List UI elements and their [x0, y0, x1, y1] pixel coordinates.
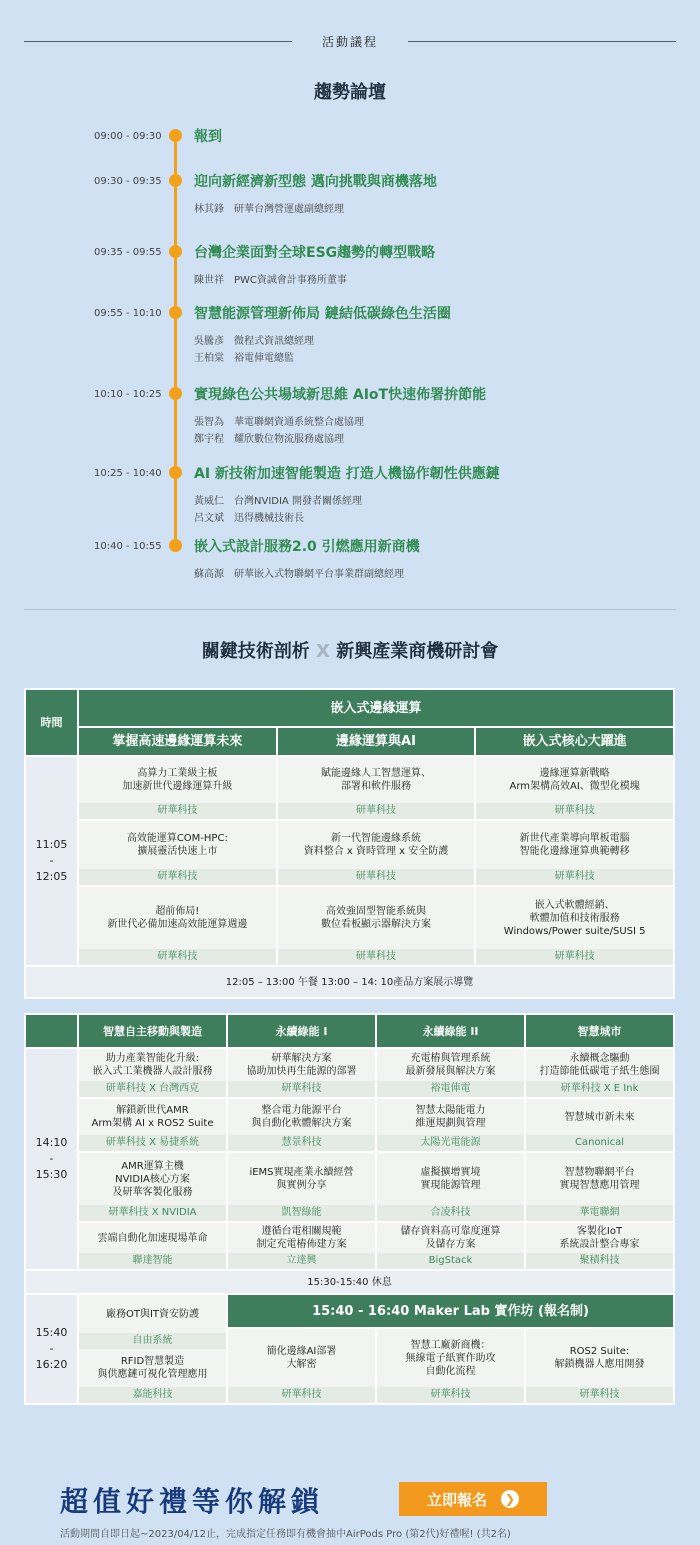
speaker: 林其鋒 研華台灣營運處副總經理	[194, 204, 344, 215]
session-text	[228, 1099, 375, 1135]
session-text	[377, 1153, 524, 1205]
seminar-title-x: X	[316, 641, 330, 662]
company-label: 研華科技	[228, 1387, 375, 1403]
session-text	[79, 1049, 226, 1081]
session-title: AI 新技術加速智能製造 打造人機協作韌性供應鏈	[194, 466, 500, 482]
company-label: 研華科技	[278, 803, 475, 819]
session-line: 與實例分享	[276, 1180, 327, 1191]
timeline-dot	[169, 245, 182, 258]
session-line: 擴展靈活快速上市	[137, 846, 218, 857]
seminar-table-morning	[24, 688, 675, 999]
time-text: 11:05	[35, 838, 68, 851]
time-text: 15:40	[35, 1326, 68, 1339]
session-line: 制定充電樁佈建方案	[256, 1239, 347, 1250]
session-line: 與自動化軟體解決方案	[251, 1118, 352, 1129]
speaker: 黃威仁 台灣NVIDIA 開發者關係經理	[194, 496, 362, 507]
session-cell	[476, 757, 673, 819]
session-cell	[526, 1049, 673, 1097]
session-line: iEMS實現產業永續經營	[249, 1167, 354, 1178]
company-label: 聯達智能	[79, 1253, 226, 1269]
company-label: 研華科技	[476, 869, 673, 885]
company-label: 凱智綠能	[228, 1205, 375, 1221]
session-line: 儲存資料高可靠度運算	[400, 1226, 501, 1237]
session-text	[79, 821, 276, 869]
session-line: 賦能邊緣人工智慧運算、	[320, 768, 431, 779]
session-title: 智慧能源管理新佈局 鏈結低碳綠色生活圈	[194, 306, 451, 322]
session-text	[79, 887, 276, 949]
session-text	[79, 1349, 226, 1387]
timeline-line	[174, 135, 177, 545]
lunch-break: 12:05 – 13:00 午餐 13:00 – 14: 10產品方案展示導覽	[26, 967, 673, 997]
promo-title: 超值好禮等你解鎖	[60, 1485, 325, 1518]
session-text	[79, 757, 276, 803]
seminar-title	[0, 637, 700, 663]
session-line: 高效能運算COM-HPC:	[126, 833, 228, 844]
session-text	[278, 821, 475, 869]
session-line: 及儲存方案	[425, 1239, 476, 1250]
session-line: ROS2 Suite:	[569, 1346, 630, 1357]
company-label: 研華科技 X 台灣西克	[79, 1081, 226, 1097]
session-text	[79, 1295, 226, 1333]
time-text: -	[49, 854, 54, 867]
company-label: 研華科技	[79, 803, 276, 819]
session-line: 實現能源管理	[420, 1180, 481, 1191]
session-line: 系統設計整合專家	[559, 1239, 640, 1250]
chevron-right-icon: ❯	[501, 1490, 519, 1508]
session-text	[228, 1223, 375, 1253]
speaker: 張智為 華電聯網資通系統整合處協理	[194, 417, 364, 428]
session-line: 打造節能低碳電子紙生態圈	[539, 1066, 660, 1077]
session-line: 新世代產業導向單板電腦	[519, 833, 630, 844]
session-cell	[526, 1329, 673, 1403]
company-label: 研華科技	[278, 869, 475, 885]
session-line: AMR運算主機	[121, 1160, 184, 1172]
timeline-dot	[169, 466, 182, 479]
track-header: 智慧城市	[526, 1015, 673, 1047]
time-slot	[26, 1049, 77, 1269]
rest-break: 15:30-15:40 休息	[26, 1271, 673, 1293]
agenda-header-label: 活動議程	[321, 35, 378, 49]
session-line: 客製化IoT	[576, 1226, 623, 1237]
session-cell	[79, 757, 276, 819]
session-line: 實現智慧應用管理	[559, 1180, 640, 1191]
session-line: 簡化邊緣AI部署	[266, 1346, 337, 1357]
time-text: 15:30	[35, 1168, 68, 1181]
session-cell	[228, 1153, 375, 1221]
session-line: 維運規劃與管理	[415, 1118, 486, 1129]
session-line: 新世代必備加速高效能運算週邊	[107, 919, 248, 930]
speaker: 鄭宇程 耀欣數位物流服務處協理	[194, 434, 344, 445]
time-slot	[26, 757, 77, 965]
session-line: 解鎖新世代AMR	[116, 1105, 189, 1116]
session-cell	[278, 887, 475, 965]
time-text: -	[49, 1342, 54, 1355]
session-cell	[476, 821, 673, 885]
session-cell	[79, 1295, 226, 1403]
session-text	[377, 1223, 524, 1253]
session-cell	[278, 821, 475, 885]
session-line: 及研華客製化服務	[112, 1186, 193, 1198]
session-cell	[377, 1223, 524, 1269]
session-text	[476, 757, 673, 803]
time-text: -	[49, 1152, 54, 1165]
session-line: 自動化流程	[425, 1365, 476, 1377]
track-header: 永續綠能 I	[228, 1015, 375, 1047]
session-line: Arm架構高效AI、微型化模塊	[509, 781, 640, 792]
company-label: Canonical	[526, 1135, 673, 1151]
company-label: 研華科技 X NVIDIA	[79, 1205, 226, 1221]
company-label: BigStack	[377, 1253, 524, 1269]
company-label: 研華科技	[228, 1081, 375, 1097]
session-cell	[377, 1049, 524, 1097]
speaker: 陳世祥 PWC資誠會計事務所董事	[194, 275, 347, 286]
session-text	[228, 1329, 375, 1387]
company-label: 太陽光電能源	[377, 1135, 524, 1151]
speaker: 呂文斌 迅得機械技術長	[194, 513, 304, 524]
timeline-dot	[169, 129, 182, 142]
session-cell	[526, 1223, 673, 1269]
register-button-label: 立即報名	[426, 1490, 487, 1509]
company-label: 慧景科技	[228, 1135, 375, 1151]
agenda-header	[24, 30, 676, 52]
main-track-header: 嵌入式邊緣運算	[79, 690, 673, 726]
company-label: 自由系統	[79, 1333, 226, 1349]
session-text	[79, 1099, 226, 1135]
time-text: 14:10	[35, 1136, 68, 1149]
session-line: NVIDIA核心方案	[115, 1173, 190, 1185]
track-header: 智慧自主移動與製造	[79, 1015, 226, 1047]
session-line: 助力產業智能化升級:	[105, 1053, 200, 1064]
session-line: 智慧物聯網平台	[564, 1167, 635, 1178]
session-text	[377, 1099, 524, 1135]
company-label: 研華科技	[79, 869, 276, 885]
session-line: Arm架構 AI x ROS2 Suite	[91, 1118, 214, 1129]
session-text	[377, 1329, 524, 1387]
session-cell	[79, 1223, 226, 1269]
register-button[interactable]	[399, 1482, 547, 1516]
session-title: 台灣企業面對全球ESG趨勢的轉型戰略	[194, 245, 436, 261]
company-label: 嘉能科技	[79, 1387, 226, 1403]
session-line: 嵌入式軟體經銷、	[534, 899, 615, 911]
company-label: 研華科技	[377, 1387, 524, 1403]
session-cell	[228, 1223, 375, 1269]
session-text	[79, 1223, 226, 1253]
session-text	[278, 887, 475, 949]
session-cell	[526, 1099, 673, 1151]
session-line: 部署和軟件服務	[340, 781, 411, 792]
company-label: 立達興	[228, 1253, 375, 1269]
session-line: 智慧太陽能電力	[415, 1105, 486, 1116]
timeline-dot	[169, 539, 182, 552]
session-text	[526, 1099, 673, 1135]
session-line: 協助加快再生能源的部署	[246, 1066, 357, 1077]
session-text	[377, 1049, 524, 1081]
session-cell	[228, 1329, 375, 1403]
session-cell	[476, 887, 673, 965]
timeline-time: 10:25 - 10:40	[94, 468, 162, 479]
session-line: 大解密	[286, 1359, 317, 1370]
speaker: 吳騰彥 微程式資訊總經理	[194, 336, 314, 347]
session-line: 數位看板顯示器解決方案	[320, 919, 431, 930]
session-cell	[79, 887, 276, 965]
speaker: 蘇高源 研華嵌入式物聯網平台事業群副總經理	[194, 569, 404, 580]
timeline-dot	[169, 306, 182, 319]
session-text	[526, 1329, 673, 1387]
session-line: 軟體加值和技術服務	[529, 912, 620, 924]
track-header: 永續綠能 II	[377, 1015, 524, 1047]
seminar-table-afternoon	[24, 1013, 675, 1405]
company-label: 合凌科技	[377, 1205, 524, 1221]
seminar-title-a: 關鍵技術剖析	[201, 641, 310, 662]
company-label: 研華科技	[476, 803, 673, 819]
company-label: 聚積科技	[526, 1253, 673, 1269]
time-header-blank	[26, 1015, 77, 1047]
session-cell	[228, 1049, 375, 1097]
session-text	[476, 887, 673, 949]
session-line: 虛擬擴增實境	[420, 1167, 481, 1178]
timeline-dot	[169, 387, 182, 400]
session-line: 最新發展與解決方案	[405, 1066, 496, 1077]
session-cell	[79, 1153, 226, 1221]
session-cell	[377, 1153, 524, 1221]
session-title: 實現綠色公共場域新思維 AIoT快速佈署拚節能	[194, 387, 487, 403]
forum-title: 趨勢論壇	[314, 82, 386, 103]
session-title: 報到	[194, 129, 222, 145]
time-header: 時間	[26, 690, 77, 755]
session-line: 智慧城市新未來	[564, 1111, 635, 1123]
session-line: 高算力工業級主板	[137, 768, 218, 779]
session-cell	[228, 1099, 375, 1151]
time-text: 12:05	[35, 870, 68, 883]
session-line: 智能化邊緣運算典範轉移	[519, 846, 630, 857]
session-cell	[526, 1153, 673, 1221]
seminar-title-b: 新興產業商機研討會	[336, 641, 499, 662]
session-line: 永續概念驅動	[569, 1053, 630, 1064]
session-line: 智慧工廠新商機：	[410, 1339, 491, 1351]
time-slot	[26, 1295, 77, 1403]
session-cell	[278, 757, 475, 819]
company-label: 研華科技	[526, 1387, 673, 1403]
session-line: 新一代智能邊緣系統	[330, 833, 421, 844]
session-line: 充電樁與管理系統	[410, 1053, 491, 1064]
company-label: 研華科技	[79, 949, 276, 965]
header-line-right	[408, 41, 676, 42]
session-line: 廠務OT與IT資安防護	[105, 1308, 200, 1320]
company-label: 裕電俥電	[377, 1081, 524, 1097]
track-header: 嵌入式核心大躍進	[476, 728, 673, 755]
session-cell	[377, 1329, 524, 1403]
session-title: 嵌入式設計服務2.0 引燃應用新商機	[194, 539, 420, 555]
company-label: 華電聯網	[526, 1205, 673, 1221]
timeline-time: 09:35 - 09:55	[94, 247, 162, 258]
session-cell	[79, 821, 276, 885]
maker-lab-header: 15:40 - 16:40 Maker Lab 實作坊 (報名制)	[228, 1295, 673, 1327]
session-line: 解鎖機器人應用開發	[554, 1359, 645, 1370]
timeline-time: 09:55 - 10:10	[94, 308, 162, 319]
timeline-time: 10:40 - 10:55	[94, 541, 162, 552]
speaker: 王柏棠 裕電俥電總監	[194, 353, 294, 364]
session-text	[526, 1049, 673, 1081]
session-line: 資料整合 x 資時管理 x 安全防護	[303, 846, 449, 857]
session-text	[228, 1153, 375, 1205]
time-text: 16:20	[35, 1358, 68, 1371]
session-line: 整合電力能源平台	[261, 1105, 342, 1116]
timeline-dot	[169, 174, 182, 187]
track-header: 邊緣運算與AI	[278, 728, 475, 755]
session-line: 無線電子紙實作助攻	[405, 1352, 496, 1364]
session-line: 雲端自動化加速現場革命	[97, 1232, 208, 1244]
company-label: 研華科技	[476, 949, 673, 965]
session-cell	[377, 1099, 524, 1151]
session-text	[526, 1153, 673, 1205]
session-text	[278, 757, 475, 803]
session-line: 與供應鏈可視化管理應用	[97, 1369, 208, 1380]
company-label: 研華科技 X E Ink	[526, 1081, 673, 1097]
session-line: RFID智慧製造	[120, 1356, 185, 1367]
track-header: 掌握高速邊緣運算未來	[79, 728, 276, 755]
session-line: 加速新世代邊緣運算升級	[122, 781, 233, 792]
session-text	[526, 1223, 673, 1253]
session-line: Windows/Power suite/SUSI 5	[503, 925, 646, 937]
session-title: 迎向新經濟新型態 邁向挑戰與商機落地	[194, 174, 437, 190]
session-line: 超前佈局!	[155, 906, 200, 917]
promo-note: 活動期間自即日起~2023/04/12止，完成指定任務即有機會抽中AirPods Pro (第2代)好禮喔! (共2名)	[60, 1529, 511, 1540]
session-line: 邊緣運算新戰略	[539, 768, 610, 779]
section-divider	[24, 609, 676, 610]
session-cell	[79, 1049, 226, 1097]
session-text	[476, 821, 673, 869]
session-line: 遵循台電相關規範	[261, 1226, 342, 1237]
session-line: 高效強固型智能系統與	[325, 906, 426, 917]
session-line: 嵌入式工業機器人設計服務	[92, 1066, 213, 1077]
timeline-time: 09:00 - 09:30	[94, 131, 162, 142]
session-line: 研華解決方案	[271, 1053, 332, 1064]
timeline-time: 09:30 - 09:35	[94, 176, 162, 187]
session-cell	[79, 1099, 226, 1151]
timeline-time: 10:10 - 10:25	[94, 389, 162, 400]
company-label: 研華科技	[278, 949, 475, 965]
session-text	[228, 1049, 375, 1081]
session-text	[79, 1153, 226, 1205]
company-label: 研華科技 X 易捷系統	[79, 1135, 226, 1151]
